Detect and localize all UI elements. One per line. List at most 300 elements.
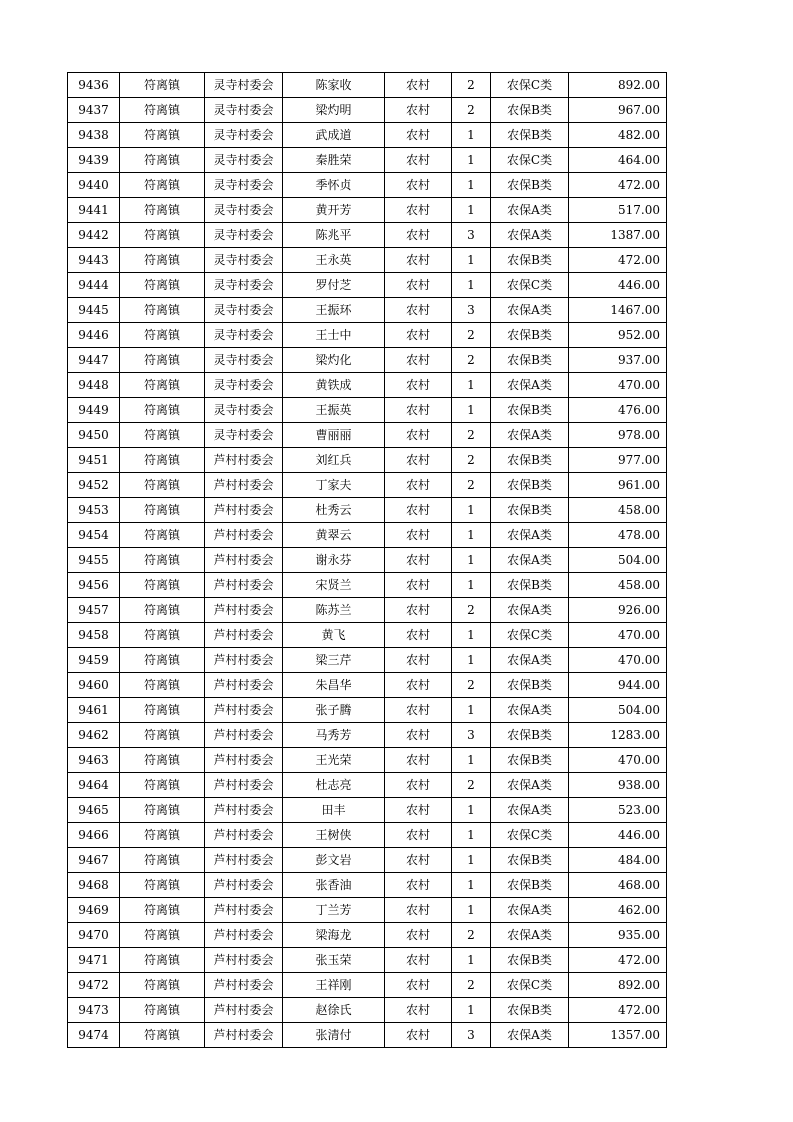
insurance-category-cell: 农保A类 (491, 698, 569, 723)
area-type-cell: 农村 (385, 823, 452, 848)
row-number-cell: 9442 (68, 223, 120, 248)
amount-cell: 967.00 (569, 98, 667, 123)
town-cell: 符离镇 (120, 623, 205, 648)
insurance-category-cell: 农保B类 (491, 123, 569, 148)
insurance-category-cell: 农保C类 (491, 148, 569, 173)
village-committee-cell: 芦村村委会 (205, 773, 283, 798)
area-type-cell: 农村 (385, 573, 452, 598)
name-cell: 梁海龙 (283, 923, 385, 948)
table-row (68, 623, 667, 648)
town-cell: 符离镇 (120, 473, 205, 498)
amount-cell: 478.00 (569, 523, 667, 548)
village-committee-cell: 灵寺村委会 (205, 223, 283, 248)
row-number-cell: 9444 (68, 273, 120, 298)
table-row (68, 223, 667, 248)
village-committee-cell: 灵寺村委会 (205, 423, 283, 448)
insurance-category-cell: 农保A类 (491, 773, 569, 798)
name-cell: 张清付 (283, 1023, 385, 1048)
row-number-cell: 9470 (68, 923, 120, 948)
row-number-cell: 9437 (68, 98, 120, 123)
amount-cell: 977.00 (569, 448, 667, 473)
household-size-cell: 1 (452, 823, 491, 848)
row-number-cell: 9445 (68, 298, 120, 323)
name-cell: 罗付芝 (283, 273, 385, 298)
town-cell: 符离镇 (120, 373, 205, 398)
town-cell: 符离镇 (120, 648, 205, 673)
insurance-category-cell: 农保B类 (491, 998, 569, 1023)
town-cell: 符离镇 (120, 748, 205, 773)
table-row (68, 498, 667, 523)
table-row (68, 348, 667, 373)
household-size-cell: 2 (452, 773, 491, 798)
row-number-cell: 9451 (68, 448, 120, 473)
area-type-cell: 农村 (385, 998, 452, 1023)
row-number-cell: 9446 (68, 323, 120, 348)
household-size-cell: 2 (452, 473, 491, 498)
amount-cell: 472.00 (569, 173, 667, 198)
household-size-cell: 1 (452, 648, 491, 673)
insurance-category-cell: 农保A类 (491, 223, 569, 248)
row-number-cell: 9467 (68, 848, 120, 873)
amount-cell: 476.00 (569, 398, 667, 423)
insurance-category-cell: 农保B类 (491, 473, 569, 498)
town-cell: 符离镇 (120, 973, 205, 998)
area-type-cell: 农村 (385, 73, 452, 98)
town-cell: 符离镇 (120, 573, 205, 598)
village-committee-cell: 芦村村委会 (205, 798, 283, 823)
table-row (68, 648, 667, 673)
amount-cell: 961.00 (569, 473, 667, 498)
name-cell: 朱昌华 (283, 673, 385, 698)
village-committee-cell: 芦村村委会 (205, 873, 283, 898)
village-committee-cell: 芦村村委会 (205, 598, 283, 623)
village-committee-cell: 芦村村委会 (205, 498, 283, 523)
town-cell: 符离镇 (120, 248, 205, 273)
town-cell: 符离镇 (120, 773, 205, 798)
amount-cell: 504.00 (569, 698, 667, 723)
amount-cell: 504.00 (569, 548, 667, 573)
amount-cell: 462.00 (569, 898, 667, 923)
table-row (68, 723, 667, 748)
amount-cell: 978.00 (569, 423, 667, 448)
row-number-cell: 9455 (68, 548, 120, 573)
table-row (68, 798, 667, 823)
amount-cell: 892.00 (569, 973, 667, 998)
name-cell: 秦胜荣 (283, 148, 385, 173)
household-size-cell: 2 (452, 923, 491, 948)
table-row (68, 423, 667, 448)
name-cell: 陈兆平 (283, 223, 385, 248)
insurance-category-cell: 农保B类 (491, 98, 569, 123)
insurance-category-cell: 农保C类 (491, 623, 569, 648)
town-cell: 符离镇 (120, 398, 205, 423)
insurance-category-cell: 农保B类 (491, 748, 569, 773)
amount-cell: 484.00 (569, 848, 667, 873)
name-cell: 季怀贞 (283, 173, 385, 198)
amount-cell: 926.00 (569, 598, 667, 623)
table-row (68, 373, 667, 398)
town-cell: 符离镇 (120, 548, 205, 573)
area-type-cell: 农村 (385, 198, 452, 223)
table-row (68, 573, 667, 598)
village-committee-cell: 灵寺村委会 (205, 248, 283, 273)
household-size-cell: 1 (452, 273, 491, 298)
insurance-category-cell: 农保C类 (491, 73, 569, 98)
village-committee-cell: 芦村村委会 (205, 898, 283, 923)
area-type-cell: 农村 (385, 948, 452, 973)
household-size-cell: 1 (452, 623, 491, 648)
area-type-cell: 农村 (385, 173, 452, 198)
town-cell: 符离镇 (120, 948, 205, 973)
amount-cell: 944.00 (569, 673, 667, 698)
household-size-cell: 1 (452, 698, 491, 723)
row-number-cell: 9447 (68, 348, 120, 373)
village-committee-cell: 芦村村委会 (205, 673, 283, 698)
village-committee-cell: 灵寺村委会 (205, 298, 283, 323)
insurance-category-cell: 农保A类 (491, 923, 569, 948)
name-cell: 田丰 (283, 798, 385, 823)
household-size-cell: 2 (452, 73, 491, 98)
area-type-cell: 农村 (385, 448, 452, 473)
table-row (68, 73, 667, 98)
name-cell: 张玉荣 (283, 948, 385, 973)
name-cell: 陈家收 (283, 73, 385, 98)
table-row (68, 548, 667, 573)
village-committee-cell: 灵寺村委会 (205, 73, 283, 98)
insurance-category-cell: 农保C类 (491, 273, 569, 298)
name-cell: 杜志亮 (283, 773, 385, 798)
table-row (68, 473, 667, 498)
insurance-category-cell: 农保B类 (491, 573, 569, 598)
name-cell: 刘红兵 (283, 448, 385, 473)
household-size-cell: 1 (452, 848, 491, 873)
household-size-cell: 1 (452, 748, 491, 773)
row-number-cell: 9459 (68, 648, 120, 673)
town-cell: 符离镇 (120, 423, 205, 448)
household-size-cell: 2 (452, 448, 491, 473)
town-cell: 符离镇 (120, 698, 205, 723)
table-row (68, 948, 667, 973)
row-number-cell: 9452 (68, 473, 120, 498)
village-committee-cell: 芦村村委会 (205, 573, 283, 598)
area-type-cell: 农村 (385, 348, 452, 373)
name-cell: 王树侠 (283, 823, 385, 848)
name-cell: 彭文岩 (283, 848, 385, 873)
table-body (68, 73, 667, 1048)
insurance-category-cell: 农保B类 (491, 348, 569, 373)
table-row (68, 148, 667, 173)
table-row (68, 323, 667, 348)
household-size-cell: 2 (452, 973, 491, 998)
village-committee-cell: 芦村村委会 (205, 973, 283, 998)
town-cell: 符离镇 (120, 898, 205, 923)
village-committee-cell: 灵寺村委会 (205, 173, 283, 198)
table-row (68, 123, 667, 148)
household-size-cell: 1 (452, 373, 491, 398)
area-type-cell: 农村 (385, 648, 452, 673)
town-cell: 符离镇 (120, 123, 205, 148)
town-cell: 符离镇 (120, 498, 205, 523)
town-cell: 符离镇 (120, 723, 205, 748)
area-type-cell: 农村 (385, 273, 452, 298)
area-type-cell: 农村 (385, 698, 452, 723)
name-cell: 王永英 (283, 248, 385, 273)
name-cell: 武成道 (283, 123, 385, 148)
table-row (68, 298, 667, 323)
village-committee-cell: 芦村村委会 (205, 648, 283, 673)
area-type-cell: 农村 (385, 723, 452, 748)
insurance-category-cell: 农保B类 (491, 323, 569, 348)
name-cell: 谢永芬 (283, 548, 385, 573)
name-cell: 宋贤兰 (283, 573, 385, 598)
town-cell: 符离镇 (120, 923, 205, 948)
amount-cell: 938.00 (569, 773, 667, 798)
row-number-cell: 9464 (68, 773, 120, 798)
village-committee-cell: 芦村村委会 (205, 548, 283, 573)
name-cell: 梁三芹 (283, 648, 385, 673)
area-type-cell: 农村 (385, 848, 452, 873)
amount-cell: 458.00 (569, 573, 667, 598)
insurance-category-cell: 农保B类 (491, 248, 569, 273)
area-type-cell: 农村 (385, 248, 452, 273)
row-number-cell: 9450 (68, 423, 120, 448)
town-cell: 符离镇 (120, 448, 205, 473)
area-type-cell: 农村 (385, 523, 452, 548)
town-cell: 符离镇 (120, 348, 205, 373)
insurance-category-cell: 农保B类 (491, 498, 569, 523)
village-committee-cell: 灵寺村委会 (205, 198, 283, 223)
area-type-cell: 农村 (385, 798, 452, 823)
name-cell: 王祥刚 (283, 973, 385, 998)
table-row (68, 998, 667, 1023)
table-row (68, 973, 667, 998)
area-type-cell: 农村 (385, 398, 452, 423)
name-cell: 梁灼化 (283, 348, 385, 373)
village-committee-cell: 灵寺村委会 (205, 98, 283, 123)
row-number-cell: 9466 (68, 823, 120, 848)
insurance-category-cell: 农保A类 (491, 598, 569, 623)
amount-cell: 1387.00 (569, 223, 667, 248)
insurance-category-cell: 农保B类 (491, 673, 569, 698)
relief-roster-table (67, 72, 667, 1048)
insurance-category-cell: 农保A类 (491, 648, 569, 673)
town-cell: 符离镇 (120, 1023, 205, 1048)
name-cell: 黄铁成 (283, 373, 385, 398)
amount-cell: 470.00 (569, 748, 667, 773)
insurance-category-cell: 农保B类 (491, 848, 569, 873)
household-size-cell: 1 (452, 898, 491, 923)
household-size-cell: 1 (452, 573, 491, 598)
amount-cell: 517.00 (569, 198, 667, 223)
row-number-cell: 9439 (68, 148, 120, 173)
area-type-cell: 农村 (385, 898, 452, 923)
area-type-cell: 农村 (385, 298, 452, 323)
amount-cell: 446.00 (569, 823, 667, 848)
name-cell: 马秀芳 (283, 723, 385, 748)
name-cell: 陈苏兰 (283, 598, 385, 623)
household-size-cell: 1 (452, 248, 491, 273)
household-size-cell: 1 (452, 798, 491, 823)
insurance-category-cell: 农保A类 (491, 523, 569, 548)
table-row (68, 1023, 667, 1048)
row-number-cell: 9471 (68, 948, 120, 973)
household-size-cell: 3 (452, 298, 491, 323)
town-cell: 符离镇 (120, 673, 205, 698)
area-type-cell: 农村 (385, 773, 452, 798)
insurance-category-cell: 农保A类 (491, 898, 569, 923)
row-number-cell: 9460 (68, 673, 120, 698)
area-type-cell: 农村 (385, 323, 452, 348)
town-cell: 符离镇 (120, 998, 205, 1023)
amount-cell: 892.00 (569, 73, 667, 98)
area-type-cell: 农村 (385, 548, 452, 573)
village-committee-cell: 芦村村委会 (205, 998, 283, 1023)
household-size-cell: 3 (452, 223, 491, 248)
table-row (68, 698, 667, 723)
village-committee-cell: 灵寺村委会 (205, 348, 283, 373)
insurance-category-cell: 农保B类 (491, 873, 569, 898)
amount-cell: 468.00 (569, 873, 667, 898)
row-number-cell: 9472 (68, 973, 120, 998)
amount-cell: 523.00 (569, 798, 667, 823)
household-size-cell: 1 (452, 948, 491, 973)
row-number-cell: 9465 (68, 798, 120, 823)
row-number-cell: 9474 (68, 1023, 120, 1048)
household-size-cell: 1 (452, 998, 491, 1023)
village-committee-cell: 芦村村委会 (205, 748, 283, 773)
area-type-cell: 农村 (385, 873, 452, 898)
amount-cell: 1283.00 (569, 723, 667, 748)
village-committee-cell: 芦村村委会 (205, 948, 283, 973)
amount-cell: 472.00 (569, 248, 667, 273)
household-size-cell: 1 (452, 498, 491, 523)
insurance-category-cell: 农保B类 (491, 948, 569, 973)
household-size-cell: 1 (452, 398, 491, 423)
table-row (68, 823, 667, 848)
area-type-cell: 农村 (385, 923, 452, 948)
amount-cell: 937.00 (569, 348, 667, 373)
household-size-cell: 1 (452, 873, 491, 898)
amount-cell: 952.00 (569, 323, 667, 348)
row-number-cell: 9463 (68, 748, 120, 773)
town-cell: 符离镇 (120, 173, 205, 198)
town-cell: 符离镇 (120, 823, 205, 848)
amount-cell: 470.00 (569, 373, 667, 398)
area-type-cell: 农村 (385, 673, 452, 698)
table-row (68, 873, 667, 898)
row-number-cell: 9443 (68, 248, 120, 273)
household-size-cell: 3 (452, 723, 491, 748)
household-size-cell: 1 (452, 548, 491, 573)
table-row (68, 248, 667, 273)
village-committee-cell: 芦村村委会 (205, 623, 283, 648)
insurance-category-cell: 农保B类 (491, 173, 569, 198)
area-type-cell: 农村 (385, 598, 452, 623)
village-committee-cell: 芦村村委会 (205, 823, 283, 848)
town-cell: 符离镇 (120, 873, 205, 898)
insurance-category-cell: 农保A类 (491, 373, 569, 398)
row-number-cell: 9440 (68, 173, 120, 198)
village-committee-cell: 灵寺村委会 (205, 373, 283, 398)
row-number-cell: 9456 (68, 573, 120, 598)
insurance-category-cell: 农保A类 (491, 548, 569, 573)
area-type-cell: 农村 (385, 123, 452, 148)
town-cell: 符离镇 (120, 598, 205, 623)
name-cell: 丁兰芳 (283, 898, 385, 923)
village-committee-cell: 灵寺村委会 (205, 123, 283, 148)
table-row (68, 673, 667, 698)
row-number-cell: 9469 (68, 898, 120, 923)
amount-cell: 482.00 (569, 123, 667, 148)
household-size-cell: 2 (452, 323, 491, 348)
name-cell: 丁家夫 (283, 473, 385, 498)
insurance-category-cell: 农保A类 (491, 298, 569, 323)
insurance-category-cell: 农保A类 (491, 423, 569, 448)
amount-cell: 472.00 (569, 948, 667, 973)
village-committee-cell: 芦村村委会 (205, 1023, 283, 1048)
amount-cell: 464.00 (569, 148, 667, 173)
name-cell: 王振环 (283, 298, 385, 323)
insurance-category-cell: 农保A类 (491, 798, 569, 823)
name-cell: 王士中 (283, 323, 385, 348)
table-row (68, 898, 667, 923)
table-row (68, 273, 667, 298)
household-size-cell: 3 (452, 1023, 491, 1048)
name-cell: 梁灼明 (283, 98, 385, 123)
insurance-category-cell: 农保C类 (491, 973, 569, 998)
household-size-cell: 1 (452, 123, 491, 148)
town-cell: 符离镇 (120, 198, 205, 223)
household-size-cell: 2 (452, 348, 491, 373)
village-committee-cell: 芦村村委会 (205, 448, 283, 473)
row-number-cell: 9448 (68, 373, 120, 398)
table-row (68, 448, 667, 473)
amount-cell: 1357.00 (569, 1023, 667, 1048)
household-size-cell: 2 (452, 673, 491, 698)
town-cell: 符离镇 (120, 148, 205, 173)
household-size-cell: 2 (452, 598, 491, 623)
amount-cell: 1467.00 (569, 298, 667, 323)
village-committee-cell: 灵寺村委会 (205, 148, 283, 173)
village-committee-cell: 灵寺村委会 (205, 398, 283, 423)
table-row (68, 198, 667, 223)
row-number-cell: 9473 (68, 998, 120, 1023)
row-number-cell: 9453 (68, 498, 120, 523)
name-cell: 王光荣 (283, 748, 385, 773)
row-number-cell: 9462 (68, 723, 120, 748)
name-cell: 王振英 (283, 398, 385, 423)
insurance-category-cell: 农保B类 (491, 723, 569, 748)
name-cell: 张子腾 (283, 698, 385, 723)
table-row (68, 848, 667, 873)
table-row (68, 598, 667, 623)
name-cell: 张香油 (283, 873, 385, 898)
village-committee-cell: 灵寺村委会 (205, 273, 283, 298)
household-size-cell: 1 (452, 523, 491, 548)
table-row (68, 523, 667, 548)
town-cell: 符离镇 (120, 848, 205, 873)
table-row (68, 398, 667, 423)
amount-cell: 472.00 (569, 998, 667, 1023)
amount-cell: 935.00 (569, 923, 667, 948)
table-row (68, 173, 667, 198)
town-cell: 符离镇 (120, 273, 205, 298)
name-cell: 黄翠云 (283, 523, 385, 548)
town-cell: 符离镇 (120, 98, 205, 123)
town-cell: 符离镇 (120, 798, 205, 823)
amount-cell: 458.00 (569, 498, 667, 523)
insurance-category-cell: 农保B类 (491, 448, 569, 473)
